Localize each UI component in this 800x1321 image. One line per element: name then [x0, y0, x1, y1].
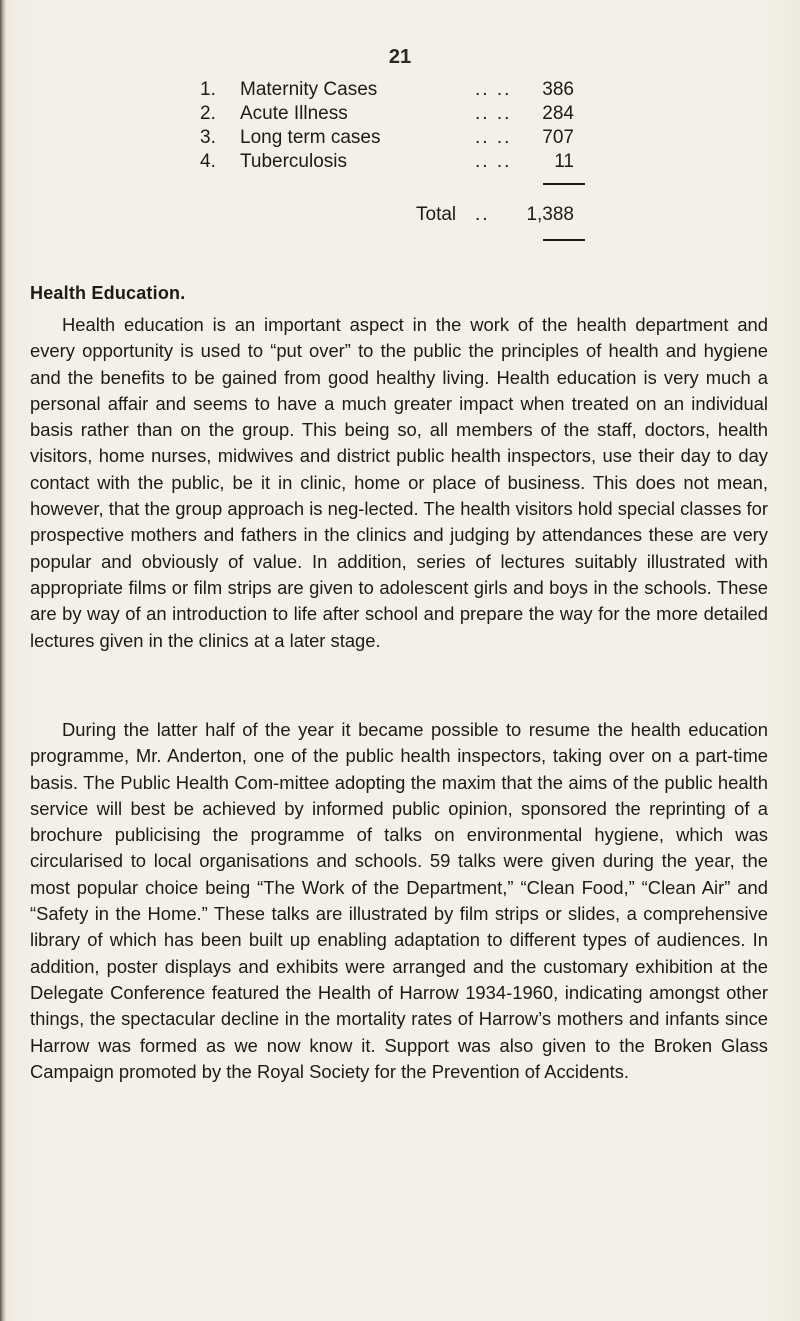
- row-number: 4.: [200, 151, 216, 172]
- table-row: [190, 102, 610, 126]
- row-value: 707: [542, 127, 574, 148]
- row-leader-dots: .. ..: [475, 151, 512, 172]
- row-label: Maternity Cases: [240, 79, 378, 100]
- total-rule: [543, 239, 585, 241]
- row-value: 284: [542, 103, 574, 124]
- row-leader-dots: .. ..: [475, 79, 512, 100]
- page-number: 21: [388, 46, 412, 68]
- row-value: 11: [554, 151, 574, 172]
- case-table: [190, 78, 610, 174]
- total-value: 1,388: [526, 204, 574, 225]
- row-leader-dots: .. ..: [475, 127, 512, 148]
- row-label: Long term cases: [240, 127, 381, 148]
- body-paragraph: During the latter half of the year it became possible to resume the health education programme, Mr. Anderton, one of the public health inspectors, taking over on a part-time basis. The Public Health Com-mittee adopting the maxim that the aims of the public health service will best be achieved by informed public opinion, sponsored the reprinting of a brochure publicising the programme of talks on environmental hygiene, which was circularised to local organisations and schools. 59 talks were given during the year, the most popular choice being “The Work of the Department,” “Clean Food,” “Clean Air” and “Safety in the Home.” These talks are illustrated by film strips or slides, a comprehensive library of which has been built up enabling adaptation to different types of audiences. In addition, poster displays and exhibits were arranged and the customary exhibition at the Delegate Conference featured the Health of Harrow 1934-1960, indicating amongst other things, the spectacular decline in the mortality rates of Harrow’s mothers and infants since Harrow was formed as we now know it. Support was also given to the Broken Glass Campaign promoted by the Royal Society for the Prevention of Accidents.: [30, 719, 768, 1082]
- row-leader-dots: .. ..: [475, 103, 512, 124]
- table-row: [190, 78, 610, 102]
- section-heading: Health Education.: [30, 283, 186, 303]
- row-number: 1.: [200, 79, 216, 100]
- row-value: 386: [542, 79, 574, 100]
- row-number: 3.: [200, 127, 216, 148]
- table-row: [190, 126, 610, 150]
- binding-shadow: [0, 0, 6, 1321]
- row-label: Tuberculosis: [240, 151, 348, 172]
- body-paragraph: Health education is an important aspect in the work of the health department and every opportunity is used to “put over” to the public the principles of health and hygiene and the benefits to be gained from good healthy living. Health education is very much a personal affair and seems to have a much greater impact when treated on an individual basis rather than on the group. This being so, all members of the staff, doctors, health visitors, home nurses, midwives and district public health inspectors, use their day to day contact with the public, be it in clinic, home or place of business. This does not mean, however, that the group approach is neg-lected. The health visitors hold special classes for prospective mothers and fathers in the clinics and judging by attendances these are very popular and obviously of value. In addition, series of lectures suitably illustrated with appropriate films or film strips are given to adolescent girls and boys in the schools. These are by way of an introduction to life after school and prepare the way for the more detailed lectures given in the clinics at a later stage.: [30, 314, 768, 651]
- total-row: [190, 203, 610, 227]
- row-number: 2.: [200, 103, 216, 124]
- total-leader-dots: ..: [475, 204, 490, 225]
- subtotal-rule: [543, 183, 585, 185]
- total-label: Total: [416, 204, 457, 225]
- row-label: Acute Illness: [240, 103, 348, 124]
- table-row: [190, 150, 610, 174]
